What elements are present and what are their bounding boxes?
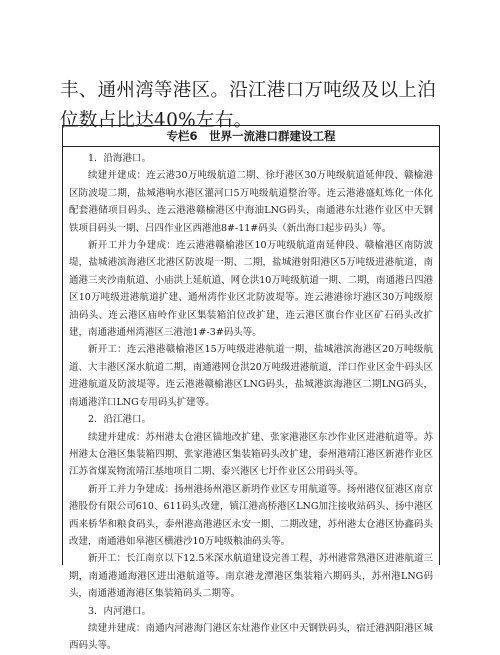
box-body — [63, 147, 439, 655]
section-heading-riverside: 2．沿江港口。 — [88, 414, 152, 426]
paragraph: 续建并建成：南通内河港海门港区东灶港作业区中天钢铁码头，宿迁港泗阳港区城西码头等。 — [69, 622, 433, 652]
paragraph: 新开工并力争建成：扬州港扬州港区新坍作业区专用航道等。扬州港仪征港区南京港股份有限公司610、611码头改建，镇江港高桥港区LNG加注接收站码头、扬中港区西来桥华和粮食码头，泰州港高港港区永安一期、二期改建，苏州港太仓港区协鑫码头改建，南通港如皋港区横港沙10万吨级粮油码头等。 — [69, 483, 433, 547]
box-title: 专栏6 世界一流港口群建设工程 — [63, 126, 439, 147]
paragraph: 续建并建成：连云港30万吨级航道二期、徐圩港区30万吨级航道延伸段、赣榆港区防波堤二期，盐城港响水港区灌河口5万吨级航道整治等。连云港港盛虹炼化一体化配套港储项目码头、连云港港赣榆港区中海油LNG码头，南通港东灶港作业区中天钢铁项目码头一期、吕四作业区西港池8#-11#码头（新出海口起步码头）等。 — [69, 170, 433, 234]
feature-box — [62, 125, 440, 652]
paragraph: 续建并建成：苏州港太仓港区锚地改扩建、张家港港区东沙作业区进港航道等。苏州港太仓港区集装箱四期、张家港港区集装箱码头改扩建，泰州港靖江港区新港作业区江苏省煤炭物流靖江基地项目二期、泰兴港区七圩作业区公用码头等。 — [69, 431, 433, 478]
paragraph: 新开工：长江南京以下12.5米深水航道建设完善工程，苏州港常熟港区进港航道三期，南通港通海港区进出港航道等。南京港龙潭港区集装箱六期码头，苏州港LNG码头，南通港通海港区集装箱码头二期等。 — [69, 553, 433, 600]
intro-text: 丰、通州湾等港区。沿江港口万吨级及以上泊位数占比达40%左右。 — [60, 80, 437, 131]
paragraph: 新开工并力争建成：连云港港赣榆港区10万吨级航道南延伸段、赣榆港区南防波堤，盐城港滨海港区北港区防波堤一期、二期，盐城港射阳港区5万吨级进港航道，南通港三夹沙南航道、小庙洪上延航道、网仓洪10万吨级航道一期、二期，南通港吕四港区10万吨级进港航道扩建、通州湾作业区北防波堤等。连云港港徐圩港区30万吨级原油码头、连云港区庙岭作业区集装箱泊位改扩建，连云港区旗台作业区矿石码头改扩建，南通港通州湾港区三港池1#-3#码头等。 — [69, 240, 433, 339]
section-heading-coastal: 1．沿海港口。 — [88, 153, 152, 164]
paragraph: 新开工：连云港港赣榆港区15万吨级进港航道一期，盐城港滨海港区20万吨级航道、大丰港区深水航道二期，南通港网仓洪20万吨级进港航道，洋口作业区金牛码头区进港航道及防波堤等。连云港港赣榆港区LNG码头，盐城港滨海港区二期LNG码头，南通港洋口LNG专用码头扩建等。 — [69, 344, 433, 408]
section-heading-inland: 3．内河港口。 — [88, 605, 152, 617]
